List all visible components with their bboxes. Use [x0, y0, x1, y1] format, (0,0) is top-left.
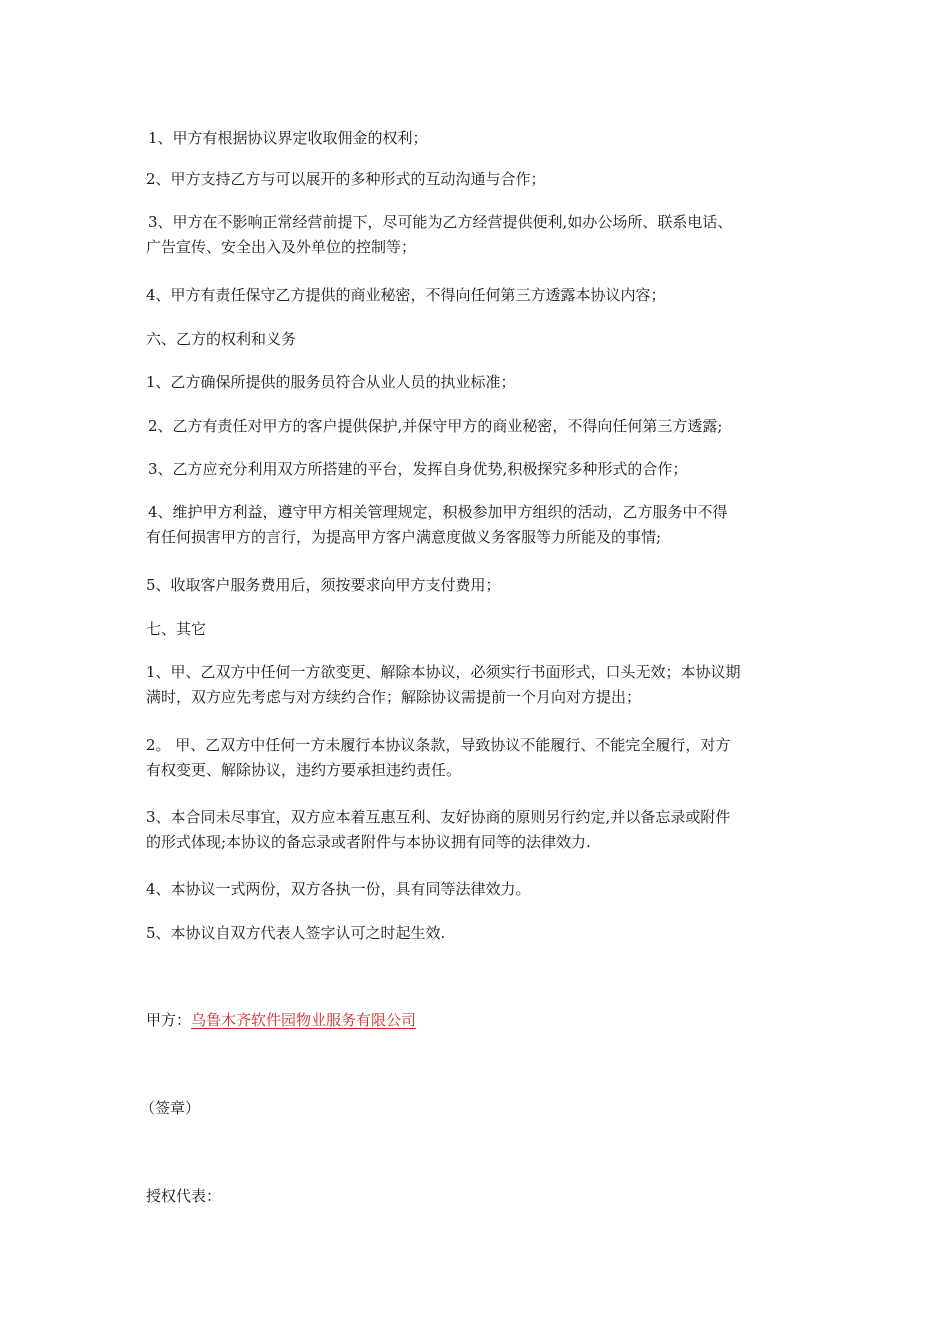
clause-b1 — [146, 370, 816, 395]
clause-line: 1、甲、乙双方中任何一方欲变更、解除本协议，必须实行书面形式，口头无效；本协议期 — [146, 663, 741, 681]
clause-b2 — [148, 414, 818, 439]
section-heading-7 — [146, 617, 816, 642]
seal-label: （签章） — [140, 1099, 201, 1117]
clause-c2 — [146, 733, 816, 783]
clause-c4 — [146, 877, 816, 902]
clause-line: 2、乙方有责任对甲方的客户提供保护,并保守甲方的商业秘密，不得向任何第三方透露; — [148, 417, 723, 435]
section-heading-6 — [146, 327, 816, 352]
clause-line: 广告宣传、安全出入及外单位的控制等； — [146, 238, 417, 256]
party-a-line — [146, 1008, 816, 1033]
clause-line: 的形式体现;本协议的备忘录或者附件与本协议拥有同等的法律效力. — [146, 833, 591, 851]
clause-line: 1、甲方有根据协议界定收取佣金的权利； — [148, 129, 428, 147]
clause-line: 4、甲方有责任保守乙方提供的商业秘密，不得向任何第三方透露本协议内容； — [146, 286, 666, 304]
seal-line — [140, 1096, 810, 1121]
clause-line: 满时，双方应先考虑与对方续约合作；解除协议需提前一个月向对方提出； — [146, 688, 642, 706]
clause-a4 — [146, 283, 816, 308]
heading-text: 七、其它 — [146, 620, 207, 638]
clause-line: 3、甲方在不影响正常经营前提下，尽可能为乙方经营提供便利,如办公场所、联系电话、 — [148, 213, 733, 231]
clause-line: 4、本协议一式两份，双方各执一份，具有同等法律效力。 — [146, 880, 531, 898]
clause-line: 2。 甲、乙双方中任何一方未履行本协议条款，导致协议不能履行、不能完全履行，对方 — [146, 736, 731, 754]
clause-a3 — [148, 210, 818, 260]
clause-c5 — [146, 921, 816, 946]
clause-line: 有权变更、解除协议，违约方要承担违约责任。 — [146, 761, 462, 779]
clause-line: 3、乙方应充分利用双方所搭建的平台，发挥自身优势,积极探究多种形式的合作； — [148, 460, 688, 478]
clause-c1 — [146, 660, 816, 710]
clause-line: 5、收取客户服务费用后，须按要求向甲方支付费用； — [146, 576, 501, 594]
party-a-label: 甲方： — [146, 1011, 192, 1029]
representative-label: 授权代表： — [146, 1187, 222, 1205]
clause-line: 5、本协议自双方代表人签字认可之时起生效. — [146, 924, 446, 942]
clause-line: 2、甲方支持乙方与可以展开的多种形式的互动沟通与合作； — [146, 170, 546, 188]
clause-line: 有任何损害甲方的言行，为提高甲方客户满意度做义务客服等力所能及的事情; — [146, 528, 662, 546]
clause-a1 — [148, 126, 818, 151]
clause-b3 — [148, 457, 818, 482]
clause-line: 3、本合同未尽事宜，双方应本着互惠互利、友好协商的原则另行约定,并以备忘录或附件 — [146, 808, 731, 826]
clause-b5 — [146, 573, 816, 598]
representative-line — [146, 1184, 816, 1209]
party-a-name: 乌鲁木齐软件园物业服务有限公司 — [191, 1011, 417, 1029]
clause-line: 1、乙方确保所提供的服务员符合从业人员的执业标准； — [146, 373, 516, 391]
clause-b4 — [148, 500, 818, 550]
clause-a2 — [146, 167, 816, 192]
heading-text: 六、乙方的权利和义务 — [146, 330, 297, 348]
clause-line: 4、维护甲方利益，遵守甲方相关管理规定，积极参加甲方组织的活动，乙方服务中不得 — [148, 503, 728, 521]
clause-c3 — [146, 805, 816, 855]
